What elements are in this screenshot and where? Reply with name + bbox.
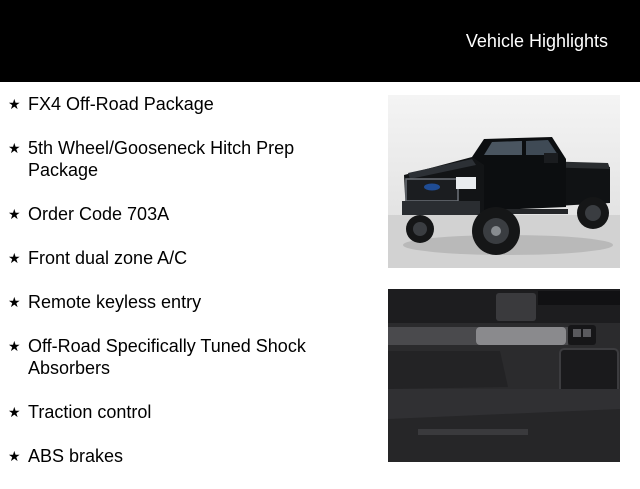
feature-item — [8, 93, 358, 115]
feature-text: Front dual zone A/C — [28, 248, 188, 268]
star-icon: ★ — [8, 96, 21, 112]
header-bar — [0, 0, 640, 82]
feature-text: Remote keyless entry — [28, 292, 202, 312]
door-panel-illustration — [388, 289, 620, 462]
feature-item — [8, 445, 358, 467]
star-icon: ★ — [8, 404, 21, 420]
truck-illustration — [388, 95, 620, 268]
truck-exterior-photo — [388, 95, 620, 268]
feature-text: Order Code 703A — [28, 204, 170, 224]
page-title: Vehicle Highlights — [465, 31, 608, 51]
feature-item — [8, 335, 358, 379]
feature-text: Off-Road Specifically Tuned Shock Absorbers — [28, 336, 306, 378]
feature-text: FX4 Off-Road Package — [28, 94, 214, 114]
feature-list — [8, 93, 358, 489]
star-icon: ★ — [8, 338, 21, 354]
feature-item — [8, 203, 358, 225]
star-icon: ★ — [8, 294, 21, 310]
star-icon: ★ — [8, 250, 21, 266]
feature-item — [8, 137, 358, 181]
feature-text: ABS brakes — [28, 446, 124, 466]
feature-text: 5th Wheel/Gooseneck Hitch Prep Package — [28, 138, 295, 180]
feature-item — [8, 291, 358, 313]
feature-text: Traction control — [28, 402, 152, 422]
feature-item — [8, 247, 358, 269]
feature-item — [8, 401, 358, 423]
door-panel-photo — [388, 289, 620, 462]
star-icon: ★ — [8, 448, 21, 464]
star-icon: ★ — [8, 140, 21, 156]
star-icon: ★ — [8, 206, 21, 222]
